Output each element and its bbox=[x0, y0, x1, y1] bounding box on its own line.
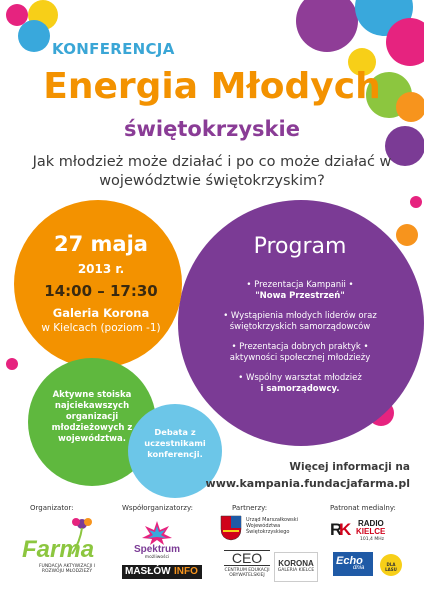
program-item-text: i samorządowcy. bbox=[260, 384, 340, 394]
svg-text:K: K bbox=[339, 520, 352, 539]
spektrum-name: Spektrum bbox=[133, 544, 181, 555]
spektrum-logo bbox=[122, 520, 192, 560]
conference-kicker: KONFERENCJA bbox=[52, 40, 175, 58]
svg-text:R: R bbox=[330, 520, 343, 539]
korona-logo bbox=[274, 552, 318, 582]
kielce-name: KIELCE bbox=[356, 527, 386, 536]
program-item-text: aktywności społecznej młodzieży bbox=[229, 353, 371, 363]
spektrum-sub: możliwości bbox=[144, 555, 170, 560]
urzad-logo bbox=[220, 515, 320, 547]
event-date: 27 maja bbox=[54, 232, 148, 256]
event-venue-detail: w Kielcach (poziom -1) bbox=[41, 322, 161, 334]
debate-text: Debata z uczestnikami konferencji. bbox=[144, 427, 206, 459]
event-title: Energia Młodych bbox=[43, 66, 381, 107]
program-item-text: "Nowa Przestrzeń" bbox=[255, 291, 345, 301]
stands-text: Aktywne stoiska najciekawszych organizacji młodzieżowych z województwa. bbox=[51, 390, 133, 444]
program-item-lead: Wspólny warsztat młodzież bbox=[245, 373, 362, 383]
radio-kielce-logo bbox=[330, 517, 392, 545]
program-item-text: świętokrzyskich samorządowców bbox=[229, 322, 371, 332]
program-item-lead: Wystąpienia młodych liderów oraz bbox=[230, 311, 377, 321]
coorganizers-label: Współorganizatorzy: bbox=[122, 504, 193, 512]
partners-label: Partnerzy: bbox=[232, 504, 268, 512]
farma-sub: FUNDACJA AKTYWIZACJI I ROZWOJU MŁODZIEŻY bbox=[38, 564, 96, 574]
media-label: Patronat medialny: bbox=[330, 504, 396, 512]
ceo-logo bbox=[224, 550, 270, 582]
spektrum-star-icon bbox=[122, 520, 192, 546]
dnia-name: dnia bbox=[353, 565, 365, 571]
maslow-info: INFO bbox=[174, 566, 198, 577]
program-item: • Prezentacja Kampanii • "Nowa Przestrzeń" bbox=[246, 280, 354, 301]
echo-name: Echo bbox=[336, 555, 363, 567]
program-title: Program bbox=[253, 234, 347, 259]
more-info-label: Więcej informacji na bbox=[289, 461, 410, 473]
ceo-name: CEO bbox=[224, 550, 270, 566]
dla-lasu-name: DLA LASU bbox=[385, 562, 397, 572]
event-venue: Galeria Korona bbox=[52, 306, 150, 320]
program-item: • Prezentacja dobrych praktyk • aktywności społecznej młodzieży bbox=[229, 342, 371, 363]
korona-name: KORONA bbox=[278, 559, 314, 568]
farma-name: Farma bbox=[22, 536, 95, 563]
maslow-name: MASŁÓW bbox=[125, 566, 171, 577]
program-list bbox=[205, 280, 395, 404]
radio-rk-icon bbox=[330, 517, 354, 541]
deco-circle-blue-left bbox=[18, 20, 50, 52]
urzad-name: Urząd Marszałkowski Województwa Świętokrzyskiego bbox=[246, 517, 299, 535]
maslow-logo bbox=[122, 565, 202, 579]
organizer-label: Organizator: bbox=[30, 504, 74, 512]
event-year: 2013 r. bbox=[77, 262, 125, 276]
deco-circle-purple-top bbox=[296, 0, 358, 52]
coat-of-arms-icon bbox=[220, 515, 242, 541]
farma-logo bbox=[22, 518, 100, 578]
program-item-lead: Prezentacja dobrych praktyk bbox=[239, 342, 361, 352]
dla-lasu-logo bbox=[380, 554, 402, 576]
more-info-url[interactable]: www.kampania.fundacjafarma.pl bbox=[205, 477, 410, 490]
program-item: • Wspólny warsztat młodzież i samorządowcy. bbox=[238, 373, 362, 394]
event-time: 14:00 – 17:30 bbox=[44, 282, 158, 300]
deco-circle-pink-right-small bbox=[410, 196, 422, 208]
radio-name: RADIO bbox=[358, 519, 384, 528]
deco-circle-pink-small bbox=[6, 358, 18, 370]
event-question: Jak młodzież może działać i po co może działać w województwie świętokrzyskim? bbox=[32, 154, 392, 189]
ceo-sub: CENTRUM EDUKACJI OBYWATELSKIEJ bbox=[224, 568, 270, 578]
event-subtitle: świętokrzyskie bbox=[124, 117, 300, 141]
program-item: • Wystąpienia młodych liderów oraz świętokrzyskich samorządowców bbox=[223, 311, 377, 332]
deco-circle-pink-right bbox=[386, 18, 424, 66]
radio-freq: 101,4 MHz bbox=[360, 537, 384, 542]
echo-dnia-logo bbox=[333, 552, 373, 576]
program-item-lead: Prezentacja Kampanii bbox=[254, 280, 346, 290]
korona-sub: GALERIA KIELCE bbox=[277, 568, 315, 573]
